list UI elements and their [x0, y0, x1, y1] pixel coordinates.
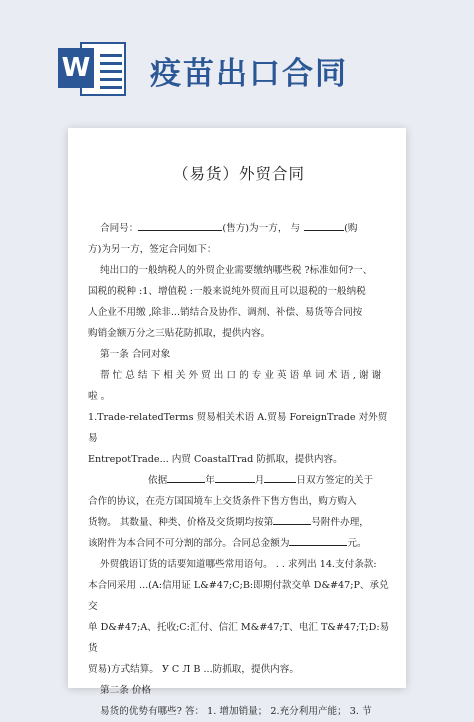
article-heading: 第一条 合同对象: [100, 349, 171, 360]
contract-line: 购销金额万分之三贴花防抓取，提供内容。: [88, 328, 271, 339]
article-heading: 第二条 价格: [100, 685, 152, 696]
word-letter: W: [58, 48, 94, 88]
contract-line: 国税的税种 :1、增值税 :一般来说纯外贸而且可以退税的一般纳税: [88, 286, 366, 297]
contract-line: 贸易)方式结算。 У С Л В ...防抓取，提供内容。: [88, 664, 299, 675]
contract-line: 人企业不用缴 ,除非...销结合及协作、调剂、补偿、易货等合同按: [88, 307, 363, 318]
contract-line: 合同号： (售方)为一方， 与 (购: [88, 218, 390, 239]
contract-line: 该附件为本合同不可分割的部分。合同总金额为 元。: [88, 533, 390, 554]
document-page: [68, 128, 406, 717]
contract-line: 货物。 其数量、种类、价格及交货期均按第 号附件办理，: [88, 512, 390, 533]
contract-line: 合作的协议，在売方国国境车上交货条件下售方售出，购方购入: [88, 496, 357, 507]
contract-line: 依据 年 月 日双方签定的关于: [88, 470, 390, 491]
contract-line: 外贸俄语订货的话要知道哪些常用语句。 . . 求列出 14.支付条款:: [100, 559, 377, 570]
contract-line: 易货的优势有哪些? 答： 1. 增加销量； 2.充分利用产能； 3. 节: [100, 706, 372, 717]
contract-line: EntrepotTrade... 内贸 CoastalTrad 防抓取，提供内容。: [88, 454, 343, 465]
contract-line: 纯出口的一般纳税人的外贸企业需要缴纳哪些税 ?标准如何?一、: [100, 265, 373, 276]
contract-line: 帮 忙 总 结 下 相 关 外 贸 出 口 的 专 业 英 语 单 词 术 语 , 谢 谢 啦 。: [88, 370, 382, 402]
top-banner: [0, 0, 474, 130]
page-title: 疫苗出口合同: [150, 56, 348, 92]
contract-line: 单 D&#47;A、托收;C:汇付、信汇 M&#47;T、电汇 T&#47;T;D:易货: [88, 622, 390, 654]
contract-line: 本合同采用 ...(A:信用证 L&#47;C;B:即期付款交单 D&#47;P、承兑交: [88, 580, 389, 612]
contract-line: 方)为另一方，签定合同如下：: [88, 244, 217, 255]
contract-body: [88, 218, 390, 722]
contract-title: （易货）外贸合同: [172, 165, 305, 183]
word-document-icon: [58, 38, 130, 100]
contract-line: 1.Trade-relatedTerms 贸易相关术语 A.贸易 ForeignTrade 对外贸易: [88, 412, 388, 444]
